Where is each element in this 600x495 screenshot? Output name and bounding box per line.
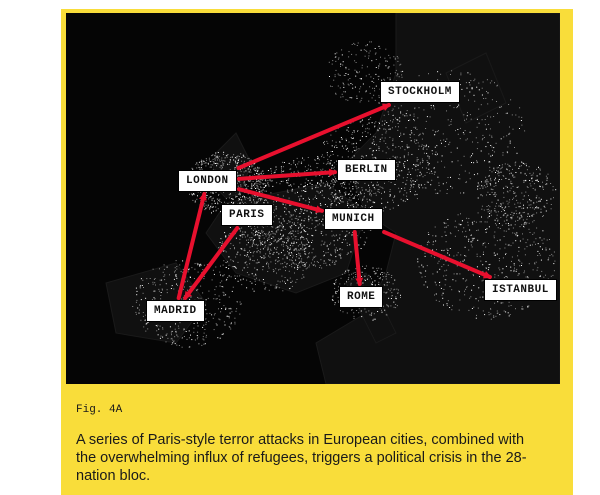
europe-night-map — [66, 13, 560, 384]
route-arrow-london-to-berlin — [239, 172, 335, 179]
city-label-london: LONDON — [178, 170, 237, 192]
city-label-madrid: MADRID — [146, 300, 205, 322]
map-canvas — [66, 13, 560, 384]
city-label-berlin: BERLIN — [337, 159, 396, 181]
city-label-istanbul: ISTANBUL — [484, 279, 557, 301]
route-arrow-madrid-to-london — [179, 194, 205, 298]
land-masses — [106, 13, 560, 384]
caption-panel — [61, 384, 573, 495]
figure-label: Fig. 4A — [76, 404, 123, 416]
city-label-rome: ROME — [339, 286, 383, 308]
city-label-stockholm: STOCKHOLM — [380, 81, 460, 103]
city-label-paris: PARIS — [221, 204, 273, 226]
figure-caption: A series of Paris-style terror attacks in European cities, combined with the overwhelming influx of refugees, triggers a political crisis in the 28-nation bloc. — [76, 432, 527, 484]
city-label-munich: MUNICH — [324, 208, 383, 230]
